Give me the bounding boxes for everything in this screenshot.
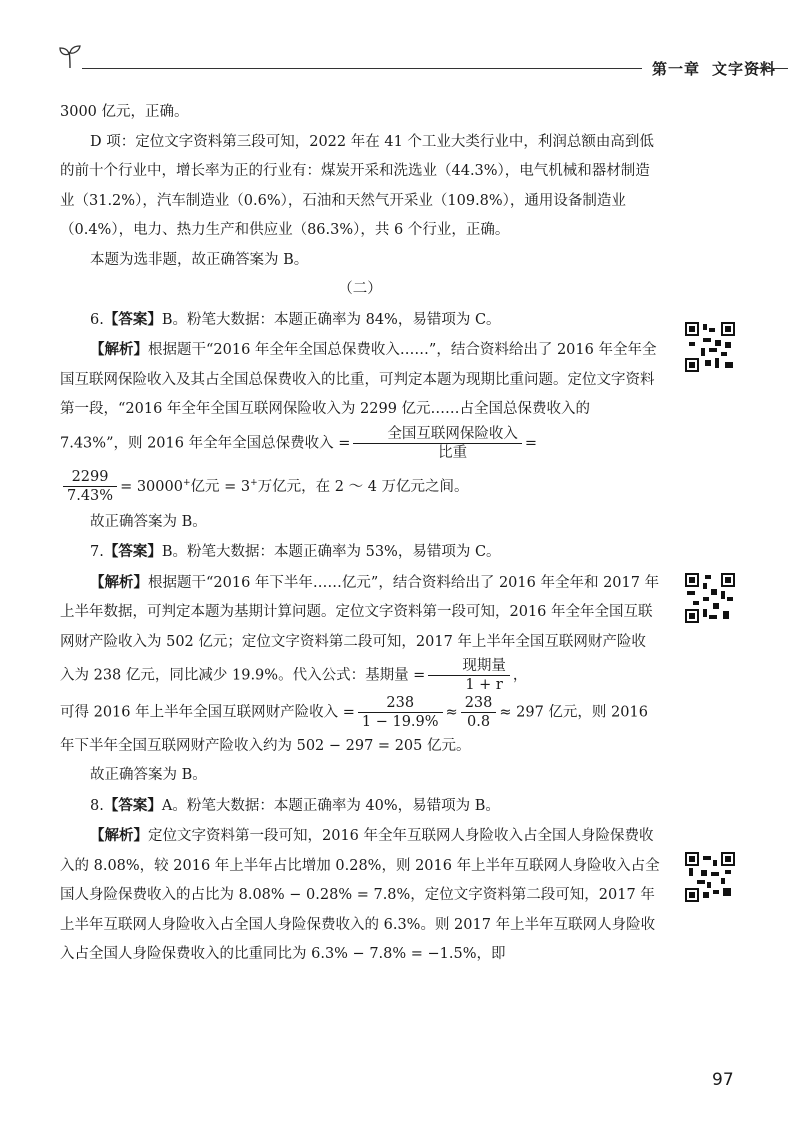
q6-explanation-text: 根据题干“2016 年全年全国总保费收入……”，结合资料给出了 2016 年全年全国互联网保险收入及其占全国总保费收入的比重，可判定本题为现期比重问题。定位文字资料第一段，“2016 年全年全国互联网保险收入为 2299 亿元……占全国总保费收入的 7.43%”，则 2016 年全年全国总保费收入 =: [60, 342, 657, 452]
q7-explanation: [60, 568, 660, 695]
q6-answer: [60, 305, 660, 336]
qr-code-icon[interactable]: [685, 573, 735, 623]
answer-tag: 【答案】: [103, 310, 162, 328]
fraction: [358, 694, 443, 731]
qr-code-icon[interactable]: [685, 852, 735, 902]
fraction-denominator: 比重: [438, 444, 468, 461]
result-unit: 亿元 = 3: [190, 478, 251, 495]
fraction: [63, 468, 117, 505]
explanation-tag: 【解析】: [90, 573, 148, 591]
q7-explanation-text: 根据题干“2016 年下半年……亿元”，结合资料给出了 2016 年全年和 2017 年上半年数据，可判定本题为基期计算问题。定位文字资料第一段可知，2016 年全年全国互联网财产险收入为 502 亿元；定位文字资料第二段可知，2017 年上半年全国互联网财产险收入为 238 亿元，同比减少 19.9%。代入公式：基期量 =: [60, 574, 660, 684]
q7-conclusion: 故正确答案为 B。: [90, 767, 207, 784]
fraction: [428, 657, 510, 694]
chapter-title: 文字资料: [712, 60, 777, 78]
approx-sign: ≈: [445, 704, 458, 721]
fraction-numerator: 2299: [63, 468, 117, 487]
page-number: 97: [712, 1070, 734, 1090]
q7-calculation: [60, 694, 660, 761]
plus-superscript: +: [182, 477, 191, 488]
q6-conclusion: 故正确答案为 B。: [90, 513, 207, 530]
fraction-numerator: 238: [461, 694, 497, 713]
fraction-numerator: 238: [358, 694, 443, 713]
comma: ，: [512, 667, 528, 684]
plus-superscript: +: [250, 477, 258, 488]
q8-explanation: [60, 821, 660, 970]
q8-number: 8.: [90, 797, 104, 814]
q7-calculation-result: ≈ 297 亿元，则 2016 年下半年全国互联网财产险收入约为 502 − 297 = 205 亿元。: [60, 704, 648, 754]
fraction-denominator: 1 + r: [465, 677, 503, 694]
fraction: [353, 425, 522, 462]
sprout-icon: [58, 44, 82, 70]
q6-explanation: [60, 335, 660, 462]
fraction-numerator: 现期量: [428, 657, 510, 676]
explanation-tag: 【解析】: [90, 341, 148, 358]
answer-tag: 【答案】: [103, 543, 162, 561]
paragraph: 本题为选非题，故正确答案为 B。: [90, 251, 309, 268]
result-range: 万亿元，在 2 ～ 4 万亿元之间。: [257, 478, 469, 495]
q7-answer: [60, 537, 660, 568]
page-body: [60, 98, 660, 970]
q6-result: [60, 462, 660, 508]
qr-code-icon[interactable]: [685, 322, 735, 372]
fraction: [461, 694, 497, 731]
equals-sign: =: [524, 435, 538, 452]
section-heading: （二）: [338, 281, 382, 297]
q6-number: 6.: [90, 311, 104, 328]
explanation-tag: 【解析】: [90, 827, 148, 845]
chapter-number: 第一章: [652, 60, 701, 78]
result-value: = 30000: [120, 478, 183, 495]
q7-answer-text: B。粉笔大数据：本题正确率为 53%，易错项为 C。: [161, 544, 501, 561]
header-rule-right: [746, 68, 788, 69]
header-rule-left: [82, 68, 642, 69]
answer-tag: 【答案】: [103, 796, 162, 814]
q6-answer-text: B。粉笔大数据：本题正确率为 84%，易错项为 C。: [161, 311, 501, 328]
fraction-denominator: 0.8: [467, 714, 491, 731]
q7-number: 7.: [90, 544, 104, 561]
fraction-denominator: 7.43%: [67, 488, 114, 505]
q8-explanation-text: 定位文字资料第一段可知，2016 年全年互联网人身险收入占全国人身险保费收入的 8.08%，较 2016 年上半年占比增加 0.28%，则 2016 年上半年互联网人身险收入占全国人身险保费收入的占比为 8.08% − 0.28% = 7.8%，定位文字资料第二段可知，2017 年上半年互联网人身险收入占全国人身险保费收入的 6.3%。则 2017 年上半年互联网人身险收入占全国人身险保费收入的比重同比为 6.3% − 7.8% = −1.5%，即: [60, 828, 660, 963]
q8-answer-text: A。粉笔大数据：本题正确率为 40%，易错项为 B。: [161, 797, 500, 814]
q8-answer: [60, 791, 660, 822]
paragraph: D 项：定位文字资料第三段可知，2022 年在 41 个工业大类行业中，利润总额由高到低的前十个行业中，增长率为正的行业有：煤炭开采和洗选业（44.3%），电气机械和器材制造业（31.2%），汽车制造业（0.6%），石油和天然气开采业（109.8%），通用设备制造业（0.4%），电力、热力生产和供应业（86.3%），共 6 个行业，正确。: [60, 133, 654, 238]
q7-calculation-text: 可得 2016 年上半年全国互联网财产险收入 =: [60, 704, 355, 721]
fraction-denominator: 1 − 19.9%: [361, 714, 439, 731]
fraction-numerator: 全国互联网保险收入: [353, 425, 522, 444]
page-header: [58, 40, 788, 80]
paragraph: 3000 亿元，正确。: [60, 104, 189, 120]
